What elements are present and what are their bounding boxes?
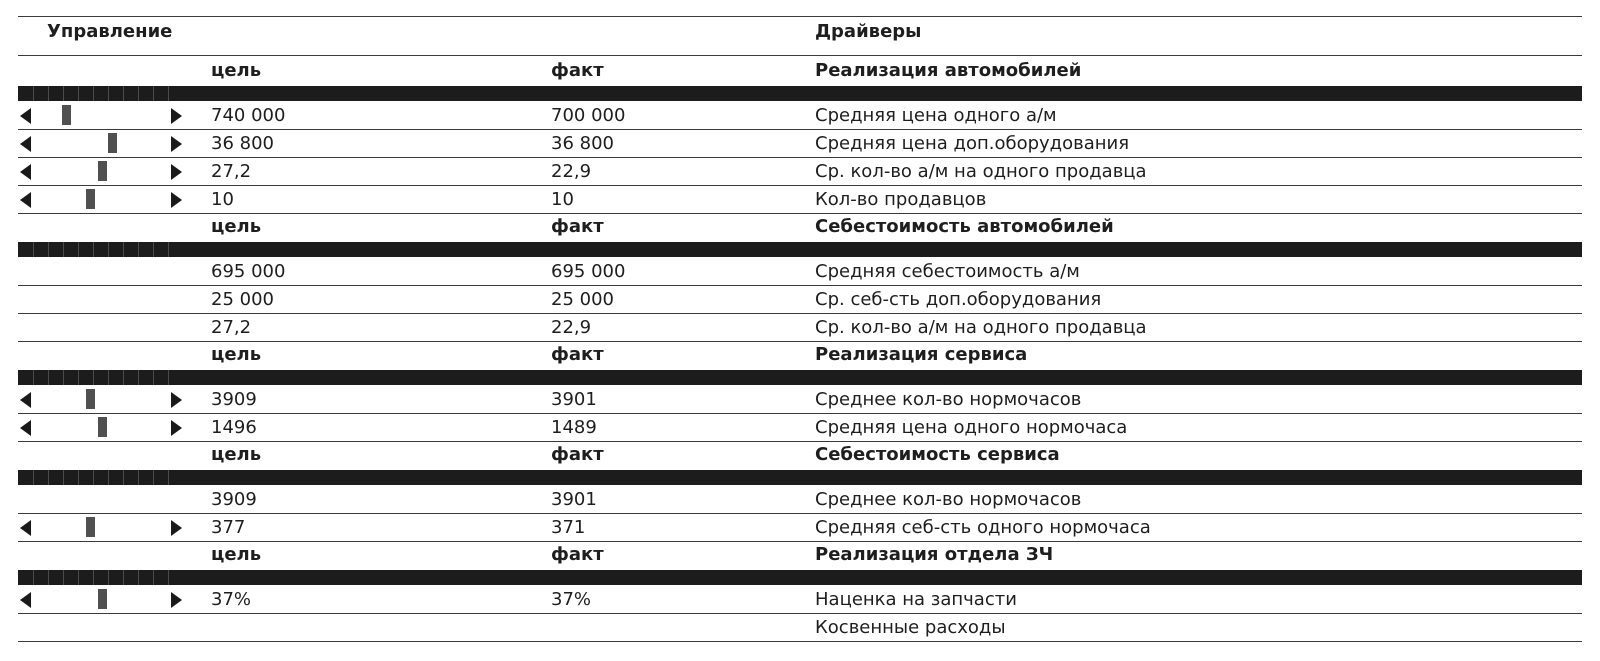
row-divider	[18, 341, 1582, 342]
row-divider	[18, 313, 1582, 314]
increase-arrow-icon[interactable]	[171, 192, 182, 208]
band-segment	[78, 470, 79, 485]
band-segment	[63, 470, 64, 485]
band-segment	[33, 470, 34, 485]
goal-value: 740 000	[211, 105, 286, 126]
row-divider	[18, 513, 1582, 514]
driver-label: Ср. кол-во а/м на одного продавца	[815, 317, 1147, 338]
fact-value: 37%	[551, 589, 592, 610]
band-segment	[138, 570, 139, 585]
slider-thumb[interactable]	[86, 517, 95, 537]
indirect-costs-label: Косвенные расходы	[815, 617, 1006, 638]
row-divider	[18, 129, 1582, 130]
band-segment	[48, 570, 49, 585]
band-segment	[93, 370, 94, 385]
band-segment	[63, 570, 64, 585]
band-segment	[78, 242, 79, 257]
fact-value: 3901	[551, 489, 597, 510]
increase-arrow-icon[interactable]	[171, 420, 182, 436]
fact-value: 1489	[551, 417, 597, 438]
driver-label: Ср. кол-во а/м на одного продавца	[815, 161, 1147, 182]
decrease-arrow-icon[interactable]	[20, 108, 31, 124]
value-slider[interactable]	[18, 517, 183, 539]
band-segment	[168, 242, 169, 257]
fact-value: 22,9	[551, 317, 592, 338]
fact-column-header: факт	[551, 216, 604, 237]
value-slider[interactable]	[18, 189, 183, 211]
goal-value: 25 000	[211, 289, 274, 310]
value-slider[interactable]	[18, 161, 183, 183]
value-slider[interactable]	[18, 417, 183, 439]
band-segment	[153, 370, 154, 385]
increase-arrow-icon[interactable]	[171, 108, 182, 124]
band-segment	[33, 86, 34, 101]
band-segment	[78, 86, 79, 101]
row-divider	[18, 157, 1582, 158]
row-divider	[18, 441, 1582, 442]
increase-arrow-icon[interactable]	[171, 392, 182, 408]
slider-thumb[interactable]	[108, 133, 117, 153]
header-left-title: Управление	[47, 21, 173, 42]
driver-label: Наценка на запчасти	[815, 589, 1017, 610]
band-segment	[153, 570, 154, 585]
decrease-arrow-icon[interactable]	[20, 392, 31, 408]
fact-column-header: факт	[551, 444, 604, 465]
value-slider[interactable]	[18, 589, 183, 611]
band-segment	[33, 242, 34, 257]
value-slider[interactable]	[18, 133, 183, 155]
band-segment	[33, 370, 34, 385]
band-segment	[108, 370, 109, 385]
fact-column-header: факт	[551, 344, 604, 365]
fact-value: 25 000	[551, 289, 614, 310]
driver-label: Средняя себестоимость а/м	[815, 261, 1080, 282]
decrease-arrow-icon[interactable]	[20, 192, 31, 208]
row-divider	[18, 413, 1582, 414]
section-title: Себестоимость сервиса	[815, 444, 1060, 465]
goal-column-header: цель	[211, 344, 262, 365]
driver-label: Ср. себ-сть доп.оборудования	[815, 289, 1102, 310]
goal-column-header: цель	[211, 444, 262, 465]
value-slider[interactable]	[18, 389, 183, 411]
bottom-border	[18, 641, 1582, 642]
fact-column-header: факт	[551, 60, 604, 81]
band-segment	[63, 242, 64, 257]
band-segment	[138, 242, 139, 257]
section-band	[18, 242, 1582, 257]
top-border	[18, 16, 1582, 17]
band-segment	[153, 242, 154, 257]
band-segment	[138, 470, 139, 485]
driver-label: Средняя цена доп.оборудования	[815, 133, 1130, 154]
band-segment	[48, 86, 49, 101]
band-segment	[123, 370, 124, 385]
band-segment	[123, 470, 124, 485]
slider-thumb[interactable]	[86, 389, 95, 409]
goal-value: 10	[211, 189, 234, 210]
band-segment	[48, 242, 49, 257]
band-segment	[153, 470, 154, 485]
goal-value: 27,2	[211, 161, 252, 182]
goal-value: 37%	[211, 589, 252, 610]
section-title: Реализация сервиса	[815, 344, 1028, 365]
header-right-title: Драйверы	[815, 21, 922, 42]
row-divider	[18, 213, 1582, 214]
band-segment	[108, 86, 109, 101]
slider-thumb[interactable]	[98, 589, 107, 609]
band-segment	[33, 570, 34, 585]
decrease-arrow-icon[interactable]	[20, 520, 31, 536]
goal-value: 377	[211, 517, 246, 538]
band-segment	[168, 370, 169, 385]
row-divider	[18, 185, 1582, 186]
increase-arrow-icon[interactable]	[171, 136, 182, 152]
row-divider	[18, 613, 1582, 614]
section-title: Реализация отдела ЗЧ	[815, 544, 1054, 565]
section-band	[18, 570, 1582, 585]
band-segment	[108, 570, 109, 585]
goal-column-header: цель	[211, 60, 262, 81]
row-divider	[18, 285, 1582, 286]
fact-value: 22,9	[551, 161, 592, 182]
band-segment	[123, 242, 124, 257]
band-segment	[78, 570, 79, 585]
goal-value: 36 800	[211, 133, 274, 154]
band-segment	[48, 370, 49, 385]
section-band	[18, 370, 1582, 385]
increase-arrow-icon[interactable]	[171, 520, 182, 536]
fact-value: 10	[551, 189, 574, 210]
fact-value: 371	[551, 517, 586, 538]
band-segment	[123, 570, 124, 585]
section-band	[18, 86, 1582, 101]
slider-thumb[interactable]	[98, 161, 107, 181]
band-segment	[168, 86, 169, 101]
band-segment	[93, 470, 94, 485]
goal-value: 27,2	[211, 317, 252, 338]
decrease-arrow-icon[interactable]	[20, 136, 31, 152]
value-slider[interactable]	[18, 105, 183, 127]
driver-label: Средняя цена одного нормочаса	[815, 417, 1128, 438]
band-segment	[93, 242, 94, 257]
band-segment	[168, 470, 169, 485]
slider-thumb[interactable]	[62, 105, 71, 125]
band-segment	[168, 570, 169, 585]
goal-value: 3909	[211, 389, 257, 410]
band-segment	[63, 86, 64, 101]
goal-column-header: цель	[211, 544, 262, 565]
band-segment	[93, 570, 94, 585]
band-segment	[108, 470, 109, 485]
header-divider	[18, 55, 1582, 56]
slider-thumb[interactable]	[98, 417, 107, 437]
goal-value: 3909	[211, 489, 257, 510]
decrease-arrow-icon[interactable]	[20, 420, 31, 436]
band-segment	[93, 86, 94, 101]
goal-column-header: цель	[211, 216, 262, 237]
band-segment	[138, 86, 139, 101]
band-segment	[78, 370, 79, 385]
band-segment	[123, 86, 124, 101]
band-segment	[48, 470, 49, 485]
goal-value: 1496	[211, 417, 257, 438]
band-segment	[153, 86, 154, 101]
fact-value: 3901	[551, 389, 597, 410]
band-segment	[63, 370, 64, 385]
section-title: Себестоимость автомобилей	[815, 216, 1114, 237]
fact-value: 36 800	[551, 133, 614, 154]
band-segment	[108, 242, 109, 257]
driver-label: Средняя себ-сть одного нормочаса	[815, 517, 1151, 538]
fact-value: 700 000	[551, 105, 626, 126]
decrease-arrow-icon[interactable]	[20, 164, 31, 180]
driver-label: Среднее кол-во нормочасов	[815, 489, 1082, 510]
section-title: Реализация автомобилей	[815, 60, 1082, 81]
driver-label: Средняя цена одного а/м	[815, 105, 1057, 126]
slider-thumb[interactable]	[86, 189, 95, 209]
goal-value: 695 000	[211, 261, 286, 282]
decrease-arrow-icon[interactable]	[20, 592, 31, 608]
band-segment	[138, 370, 139, 385]
row-divider	[18, 541, 1582, 542]
increase-arrow-icon[interactable]	[171, 592, 182, 608]
increase-arrow-icon[interactable]	[171, 164, 182, 180]
section-band	[18, 470, 1582, 485]
driver-label: Кол-во продавцов	[815, 189, 987, 210]
driver-label: Среднее кол-во нормочасов	[815, 389, 1082, 410]
fact-column-header: факт	[551, 544, 604, 565]
fact-value: 695 000	[551, 261, 626, 282]
